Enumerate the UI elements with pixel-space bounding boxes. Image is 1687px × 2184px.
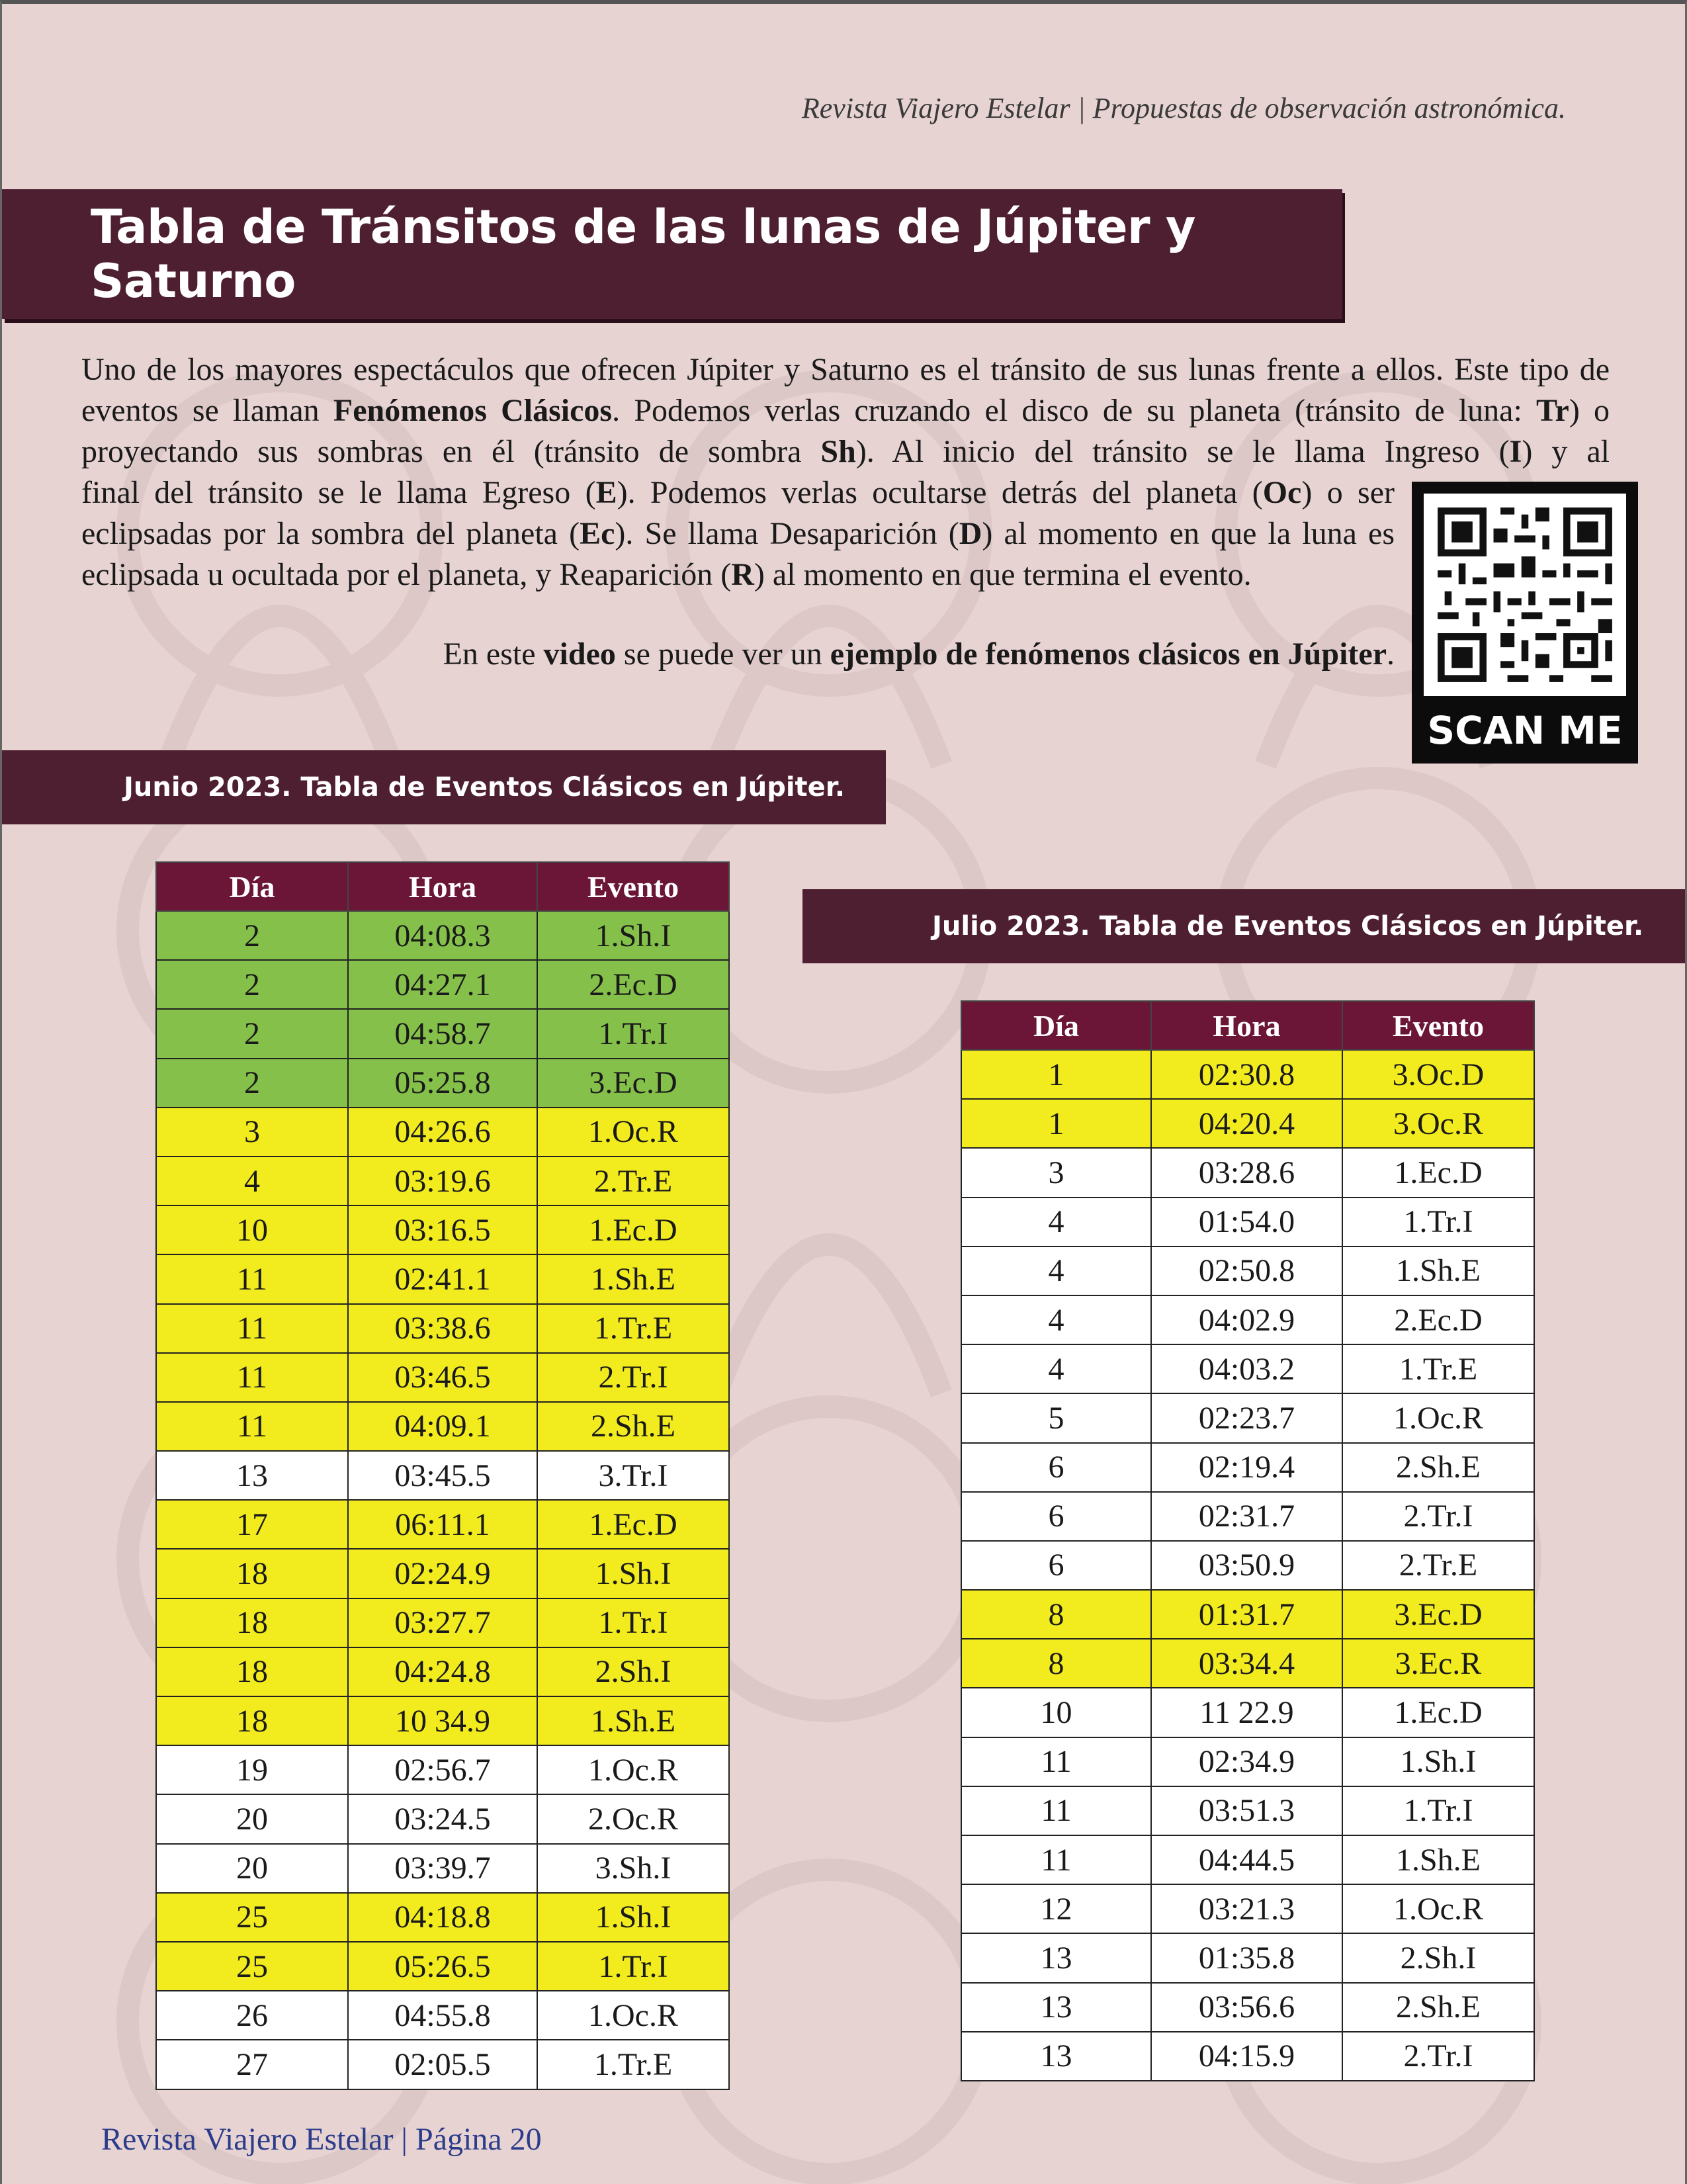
cell-event: 3.Sh.I (537, 1844, 729, 1893)
cell-time: 03:28.6 (1151, 1148, 1342, 1197)
text-run: . (1387, 636, 1395, 672)
text-run: ) al momento en que termina el evento. (754, 557, 1252, 592)
cell-event: 2.Tr.I (1342, 1492, 1534, 1541)
text-run: ). Podemos verlas ocultarse detrás del planeta ( (617, 475, 1263, 510)
table-row (156, 1451, 729, 1500)
cell-day: 11 (156, 1254, 348, 1303)
cell-time: 01:54.0 (1151, 1198, 1342, 1246)
cell-day: 11 (961, 1835, 1151, 1884)
cell-day: 3 (156, 1108, 348, 1157)
cell-time: 04:58.7 (348, 1009, 537, 1058)
table-row (961, 1148, 1534, 1197)
cell-day: 8 (961, 1639, 1151, 1688)
cell-day: 2 (156, 1059, 348, 1108)
text-bold: Sh (820, 434, 856, 469)
table-row (961, 1246, 1534, 1295)
cell-time: 02:34.9 (1151, 1737, 1342, 1786)
text-bold: ejemplo de fenómenos clásicos en Júpiter (830, 636, 1387, 672)
table-row (156, 1059, 729, 1108)
table-row (156, 1402, 729, 1451)
table-row (961, 1933, 1534, 1982)
cell-day: 3 (961, 1148, 1151, 1197)
cell-event: 1.Tr.I (1342, 1786, 1534, 1835)
cell-time: 03:16.5 (348, 1205, 537, 1254)
july-section-title: Julio 2023. Tabla de Eventos Clásicos en Júpiter. (932, 911, 1644, 941)
table-header-row (156, 862, 729, 911)
cell-time: 04:18.8 (348, 1893, 537, 1942)
table-row (156, 2040, 729, 2089)
cell-day: 4 (961, 1246, 1151, 1295)
cell-time: 03:34.4 (1151, 1639, 1342, 1688)
cell-time: 03:27.7 (348, 1598, 537, 1647)
cell-time: 02:56.7 (348, 1745, 537, 1794)
cell-event: 2.Sh.I (537, 1647, 729, 1696)
cell-time: 03:50.9 (1151, 1541, 1342, 1590)
cell-time: 02:31.7 (1151, 1492, 1342, 1541)
text-run: . Podemos verlas cruzando el disco de su planeta (tránsito de luna: (612, 393, 1537, 428)
cell-event: 2.Tr.E (1342, 1541, 1534, 1590)
cell-day: 11 (156, 1353, 348, 1402)
table-row (156, 911, 729, 960)
cell-time: 01:31.7 (1151, 1590, 1342, 1639)
cell-time: 04:26.6 (348, 1108, 537, 1157)
table-row (156, 1598, 729, 1647)
cell-event: 2.Sh.E (1342, 1443, 1534, 1492)
table-row (156, 1157, 729, 1205)
table-row (961, 1541, 1534, 1590)
cell-day: 8 (961, 1590, 1151, 1639)
cell-day: 17 (156, 1500, 348, 1549)
text-run: ) o proyectando sus sombras en él (tránsito de sombra (81, 393, 1610, 469)
text-run: ). Al inicio del tránsito se le llama Ingreso ( (855, 434, 1510, 469)
cell-time: 03:38.6 (348, 1304, 537, 1353)
cell-event: 1.Sh.E (1342, 1835, 1534, 1884)
cell-event: 2.Sh.I (1342, 1933, 1534, 1982)
july-events-table (961, 1000, 1535, 2081)
cell-day: 13 (961, 1933, 1151, 1982)
cell-event: 1.Ec.D (1342, 1148, 1534, 1197)
cell-event: 3.Oc.R (1342, 1099, 1534, 1148)
cell-day: 20 (156, 1844, 348, 1893)
table-row (156, 1108, 729, 1157)
table-row (961, 1198, 1534, 1246)
cell-event: 1.Sh.E (537, 1696, 729, 1745)
cell-time: 03:24.5 (348, 1794, 537, 1843)
june-table-body (156, 911, 729, 2089)
cell-event: 1.Sh.I (537, 1893, 729, 1942)
table-row (156, 1647, 729, 1696)
cell-time: 04:02.9 (1151, 1295, 1342, 1344)
cell-day: 27 (156, 2040, 348, 2089)
cell-day: 18 (156, 1696, 348, 1745)
running-header: Revista Viajero Estelar | Propuestas de observación astronómica. (801, 92, 1566, 124)
text-bold: E (595, 475, 617, 510)
text-bold: I (1509, 434, 1522, 469)
june-section-title: Junio 2023. Tabla de Eventos Clásicos en Júpiter. (124, 772, 845, 803)
cell-time: 04:09.1 (348, 1402, 537, 1451)
cell-time: 02:50.8 (1151, 1246, 1342, 1295)
cell-event: 1.Sh.I (1342, 1737, 1534, 1786)
cell-day: 10 (156, 1205, 348, 1254)
qr-code-image (1424, 494, 1626, 696)
cell-day: 11 (961, 1786, 1151, 1835)
cell-event: 1.Ec.D (537, 1500, 729, 1549)
cell-event: 3.Oc.D (1342, 1050, 1534, 1099)
cell-event: 1.Tr.I (537, 1598, 729, 1647)
cell-event: 3.Ec.D (1342, 1590, 1534, 1639)
cell-event: 3.Ec.R (1342, 1639, 1534, 1688)
text-run: ) al momento en que la luna es eclipsada u ocultada por el planeta, y Reaparición ( (81, 516, 1395, 592)
cell-day: 2 (156, 911, 348, 960)
table-row (156, 960, 729, 1009)
cell-event: 2.Ec.D (537, 960, 729, 1009)
text-run: ). Se llama Desaparición ( (615, 516, 959, 551)
text-run: ) o ser eclipsadas por la sombra del planeta ( (81, 475, 1395, 551)
cell-day: 10 (961, 1688, 1151, 1737)
cell-day: 11 (961, 1737, 1151, 1786)
cell-event: 1.Sh.I (537, 1549, 729, 1598)
table-row (156, 1942, 729, 1991)
cell-event: 3.Ec.D (537, 1059, 729, 1108)
cell-time: 04:20.4 (1151, 1099, 1342, 1148)
cell-time: 03:51.3 (1151, 1786, 1342, 1835)
cell-event: 1.Tr.E (537, 2040, 729, 2089)
cell-time: 04:15.9 (1151, 2032, 1342, 2081)
cell-time: 04:27.1 (348, 960, 537, 1009)
table-row (961, 1344, 1534, 1393)
cell-event: 2.Tr.I (537, 1353, 729, 1402)
cell-day: 13 (961, 1983, 1151, 2032)
cell-time: 02:41.1 (348, 1254, 537, 1303)
cell-time: 03:21.3 (1151, 1884, 1342, 1933)
cell-time: 05:25.8 (348, 1059, 537, 1108)
cell-day: 25 (156, 1942, 348, 1991)
cell-day: 5 (961, 1393, 1151, 1442)
cell-event: 1.Oc.R (1342, 1393, 1534, 1442)
page-footer: Revista Viajero Estelar | Página 20 (101, 2122, 542, 2157)
cell-day: 20 (156, 1794, 348, 1843)
cell-time: 02:19.4 (1151, 1443, 1342, 1492)
cell-time: 04:08.3 (348, 911, 537, 960)
qr-code[interactable] (1412, 482, 1638, 764)
table-row (961, 2032, 1534, 2081)
table-row (156, 1205, 729, 1254)
cell-day: 18 (156, 1598, 348, 1647)
table-row (156, 1844, 729, 1893)
table-row (156, 1696, 729, 1745)
cell-event: 1.Ec.D (537, 1205, 729, 1254)
column-header-time: Hora (348, 862, 537, 911)
text-run: se puede ver un (615, 636, 830, 672)
page-title: Tabla de Tránsitos de las lunas de Júpiter y Saturno (91, 200, 1196, 308)
cell-time: 03:39.7 (348, 1844, 537, 1893)
cell-time: 06:11.1 (348, 1500, 537, 1549)
cell-event: 1.Oc.R (1342, 1884, 1534, 1933)
july-table-body (961, 1050, 1534, 2081)
cell-event: 1.Oc.R (537, 1108, 729, 1157)
cell-day: 18 (156, 1647, 348, 1696)
cell-day: 1 (961, 1050, 1151, 1099)
cell-event: 2.Sh.E (537, 1402, 729, 1451)
june-events-table (155, 861, 730, 2090)
cell-day: 6 (961, 1492, 1151, 1541)
cell-event: 1.Tr.I (1342, 1198, 1534, 1246)
cell-day: 25 (156, 1893, 348, 1942)
cell-day: 4 (961, 1344, 1151, 1393)
cell-time: 02:05.5 (348, 2040, 537, 2089)
table-row (156, 1353, 729, 1402)
column-header-event: Evento (537, 862, 729, 911)
july-section-banner (802, 889, 1687, 963)
cell-day: 18 (156, 1549, 348, 1598)
cell-time: 02:30.8 (1151, 1050, 1342, 1099)
text-bold: Tr (1536, 393, 1569, 428)
text-run: En este (443, 636, 544, 672)
table-row (156, 1254, 729, 1303)
june-section-banner (2, 750, 886, 824)
cell-event: 1.Tr.E (1342, 1344, 1534, 1393)
text-run: ) y al (1522, 434, 1610, 469)
cell-day: 19 (156, 1745, 348, 1794)
cell-day: 13 (961, 2032, 1151, 2081)
cell-event: 2.Tr.I (1342, 2032, 1534, 2081)
cell-day: 11 (156, 1304, 348, 1353)
cell-time: 04:24.8 (348, 1647, 537, 1696)
cell-day: 2 (156, 960, 348, 1009)
table-row (961, 1884, 1534, 1933)
table-header-row (961, 1001, 1534, 1050)
cell-event: 1.Sh.E (537, 1254, 729, 1303)
table-row (961, 1983, 1534, 2032)
cell-day: 4 (156, 1157, 348, 1205)
cell-day: 1 (961, 1099, 1151, 1148)
text-run: final del tránsito se le llama Egreso ( (81, 475, 596, 510)
table-row (156, 1893, 729, 1942)
table-row (156, 1500, 729, 1549)
table-row (156, 1009, 729, 1058)
text-bold: R (731, 557, 754, 592)
table-row (156, 1794, 729, 1843)
table-row (156, 1549, 729, 1598)
intro-paragraph-2 (81, 472, 1395, 595)
column-header-day: Día (156, 862, 348, 911)
table-row (961, 1443, 1534, 1492)
cell-time: 02:24.9 (348, 1549, 537, 1598)
cell-time: 03:56.6 (1151, 1983, 1342, 2032)
cell-time: 02:23.7 (1151, 1393, 1342, 1442)
table-row (961, 1786, 1534, 1835)
cell-day: 12 (961, 1884, 1151, 1933)
cell-day: 4 (961, 1198, 1151, 1246)
cell-time: 03:45.5 (348, 1451, 537, 1500)
table-row (961, 1688, 1534, 1737)
cell-day: 11 (156, 1402, 348, 1451)
table-row (961, 1590, 1534, 1639)
text-bold: D (959, 516, 982, 551)
text-bold: Fenómenos Clásicos (333, 393, 613, 428)
cell-event: 1.Tr.I (537, 1942, 729, 1991)
cell-time: 04:44.5 (1151, 1835, 1342, 1884)
cell-time: 10 34.9 (348, 1696, 537, 1745)
cell-event: 3.Tr.I (537, 1451, 729, 1500)
cell-event: 1.Ec.D (1342, 1688, 1534, 1737)
cell-event: 2.Tr.E (537, 1157, 729, 1205)
title-banner (2, 189, 1342, 319)
qr-label: SCAN ME (1427, 708, 1623, 753)
cell-time: 04:55.8 (348, 1991, 537, 2040)
cell-event: 1.Tr.E (537, 1304, 729, 1353)
text-bold: Oc (1262, 475, 1302, 510)
cell-event: 1.Tr.I (537, 1009, 729, 1058)
table-row (961, 1639, 1534, 1688)
intro-paragraph-1 (81, 349, 1610, 472)
table-row (961, 1099, 1534, 1148)
table-row (961, 1393, 1534, 1442)
cell-time: 01:35.8 (1151, 1933, 1342, 1982)
cell-day: 6 (961, 1541, 1151, 1590)
column-header-event: Evento (1342, 1001, 1534, 1050)
cell-time: 04:03.2 (1151, 1344, 1342, 1393)
text-bold: Ec (580, 516, 615, 551)
table-row (156, 1304, 729, 1353)
column-header-day: Día (961, 1001, 1151, 1050)
table-row (961, 1835, 1534, 1884)
cell-event: 1.Oc.R (537, 1991, 729, 2040)
cell-day: 13 (156, 1451, 348, 1500)
cell-event: 1.Sh.I (537, 911, 729, 960)
qr-pattern-icon (1424, 494, 1626, 696)
cell-event: 2.Oc.R (537, 1794, 729, 1843)
table-row (156, 1745, 729, 1794)
cell-time: 11 22.9 (1151, 1688, 1342, 1737)
cell-day: 2 (156, 1009, 348, 1058)
cell-time: 03:19.6 (348, 1157, 537, 1205)
cell-time: 05:26.5 (348, 1942, 537, 1991)
video-link[interactable]: video (543, 636, 616, 672)
cell-event: 2.Sh.E (1342, 1983, 1534, 2032)
cell-event: 1.Oc.R (537, 1745, 729, 1794)
text-run: Uno de los mayores espectáculos que ofrecen Júpiter y Saturno es el tránsito de sus lunas frente a ellos. Este tipo de eventos se llaman (81, 352, 1610, 428)
column-header-time: Hora (1151, 1001, 1342, 1050)
cell-day: 4 (961, 1295, 1151, 1344)
cell-time: 03:46.5 (348, 1353, 537, 1402)
table-row (156, 1991, 729, 2040)
table-row (961, 1737, 1534, 1786)
table-row (961, 1492, 1534, 1541)
table-row (961, 1295, 1534, 1344)
cell-day: 26 (156, 1991, 348, 2040)
cell-event: 1.Sh.E (1342, 1246, 1534, 1295)
table-row (961, 1050, 1534, 1099)
cell-day: 6 (961, 1443, 1151, 1492)
cell-event: 2.Ec.D (1342, 1295, 1534, 1344)
video-line (81, 636, 1395, 672)
